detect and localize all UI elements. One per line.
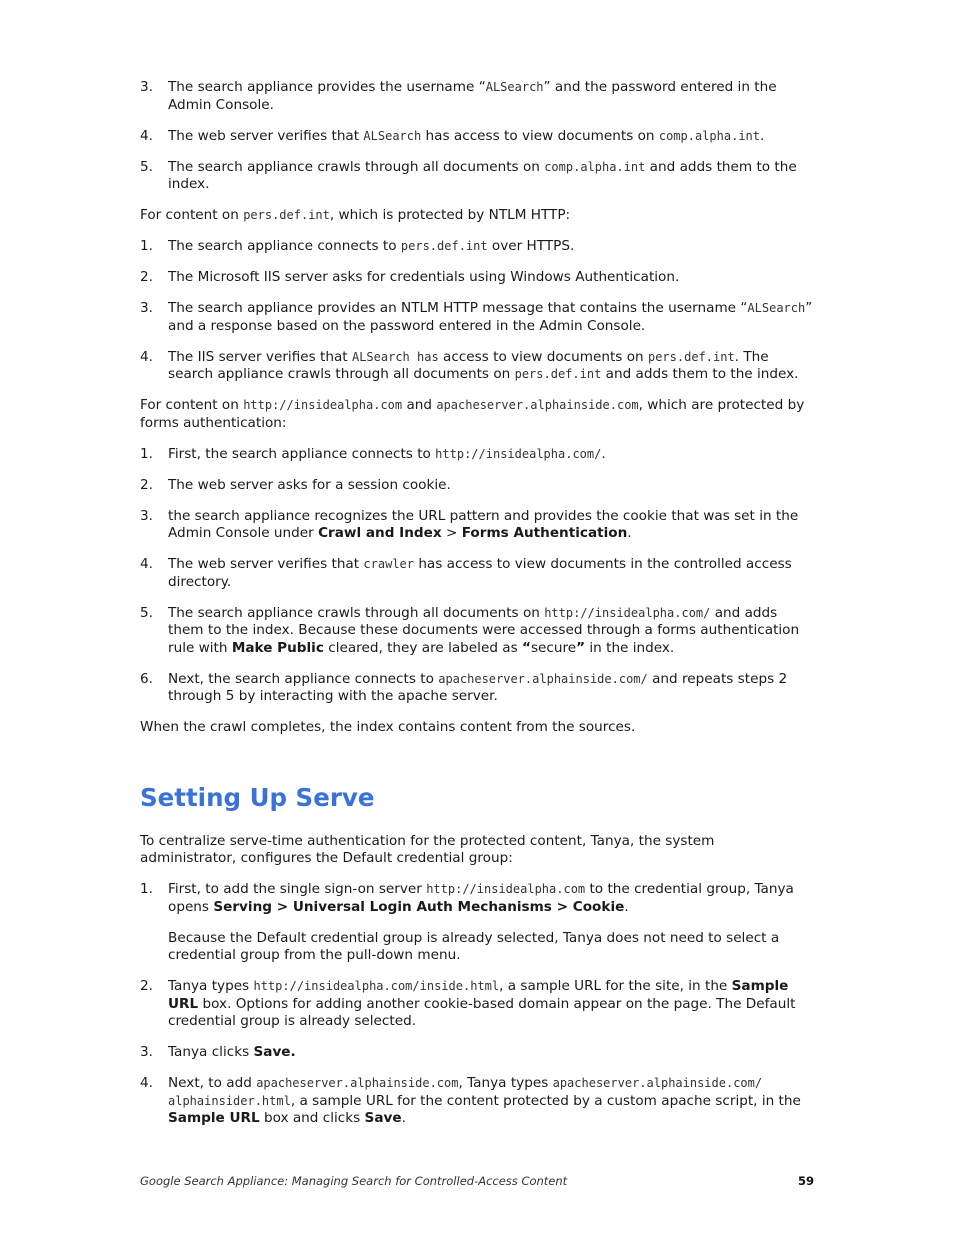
list-item: 4. The web server verifies that ALSearch has access to view documents on comp.alpha.int.: [140, 127, 765, 144]
list-item: 5. The search appliance crawls through all documents on http://insidealpha.com/ and adds them to the index. Because these documents were accessed through a forms authentication rule with Make Public cleared, they are labeled as “secure” in the index.: [140, 604, 800, 656]
serve-intro: To centralize serve-time authentication for the protected content, Tanya, the system administrator, configures the Default credential group:: [140, 832, 715, 866]
code-text: comp.alpha.int: [658, 128, 761, 143]
list-item: 4. Next, to add apacheserver.alphainside.com, Tanya types apacheserver.alphainside.com/ alphainsider.html, a sample URL for the content protected by a custom apache script, in the Sample URL box and clicks Save.: [140, 1075, 801, 1126]
code-text: pers.def.int: [514, 367, 602, 381]
menu-path-text: Serving > Universal Login Auth Mechanisms > Cookie: [213, 898, 625, 915]
step-number: 3.: [140, 507, 153, 524]
code-text: pers.def.int: [400, 239, 488, 253]
list-item: 4. The IIS server verifies that ALSearch has access to view documents on pers.def.int. The search appliance crawls through all documents on pers.def.int and adds them to the index.: [140, 348, 799, 382]
code-text: pers.def.int: [647, 349, 735, 364]
option-name-text: Make Public: [231, 639, 324, 656]
list-item: 1. The search appliance connects to pers.def.int over HTTPS.: [140, 238, 575, 254]
menu-path-text: Crawl and Index: [318, 525, 442, 541]
list-item: 1. First, to add the single sign-on server http://insidealpha.com to the credential group, Tanya opens Serving > Universal Login Auth Mechanisms > Cookie. Because the Default credential group is already selected, Tanya does not need to select a credential group from the pull-down menu.: [140, 881, 814, 965]
step-number: 6.: [140, 670, 153, 687]
code-text: comp.alpha.int: [544, 159, 646, 174]
steps-list-forms: [140, 446, 814, 706]
list-item: 2. The web server asks for a session cookie.: [140, 476, 451, 493]
forms-closing: When the crawl completes, the index contains content from the sources.: [140, 719, 636, 735]
page-footer: [140, 1173, 814, 1191]
step-number: 2.: [140, 978, 153, 994]
list-item: 3. Tanya clicks Save.: [140, 1044, 296, 1060]
code-text: ALSearch: [747, 301, 806, 315]
forms-intro: For content on http://insidealpha.com and apacheserver.alphainside.com, which are protected by forms authentication:: [140, 397, 805, 431]
code-text: ALSearch has: [351, 349, 439, 364]
step-number: 3.: [140, 79, 153, 95]
list-item: 2. The Microsoft IIS server asks for credentials using Windows Authentication.: [140, 269, 680, 285]
steps-list-crawl-alpha: [140, 79, 814, 194]
step-number: 5.: [140, 158, 153, 175]
list-item: 6. Next, the search appliance connects to apacheserver.alphainside.com/ and repeats steps 2 through 5 by interacting with the apache server.: [140, 670, 788, 704]
step-note: Because the Default credential group is already selected, Tanya does not need to select a credential group from the pull-down menu.: [168, 929, 780, 963]
list-item: 3. The search appliance provides an NTLM HTTP message that contains the username “ALSearch” and a response based on the password entered in the Admin Console.: [140, 300, 813, 334]
list-item: 1. First, the search appliance connects to http://insidealpha.com/.: [140, 445, 606, 462]
step-number: 4.: [140, 556, 153, 572]
button-name-text: Save: [364, 1110, 402, 1126]
step-number: 2.: [140, 269, 153, 285]
step-number: 1.: [140, 445, 153, 462]
code-text: ALSearch: [485, 80, 544, 94]
code-text: http://insidealpha.com/: [435, 446, 602, 461]
step-number: 1.: [140, 238, 153, 254]
steps-list-serve: [140, 881, 814, 1128]
step-number: 5.: [140, 604, 153, 621]
code-text: http://insidealpha.com: [426, 882, 586, 896]
list-item: 5. The search appliance crawls through all documents on comp.alpha.int and adds them to the index.: [140, 158, 797, 192]
code-text: apacheserver.alphainside.com/ alphainsider.html: [168, 1076, 763, 1108]
step-number: 4.: [140, 1075, 153, 1091]
list-item: 3. The search appliance provides the username “ALSearch” and the password entered in the Admin Console.: [140, 79, 777, 113]
step-number: 3.: [140, 300, 153, 316]
field-name-text: Sample URL: [168, 1110, 260, 1126]
code-text: http://insidealpha.com/: [544, 605, 711, 620]
step-number: 3.: [140, 1044, 153, 1060]
button-name-text: Save.: [253, 1044, 296, 1060]
ntlm-intro: For content on pers.def.int, which is protected by NTLM HTTP:: [140, 207, 571, 223]
list-item: 4. The web server verifies that crawler has access to view documents in the controlled access directory.: [140, 556, 792, 590]
code-text: apacheserver.alphainside.com/: [438, 671, 648, 686]
page-content: [140, 79, 814, 1141]
code-text: apacheserver.alphainside.com: [256, 1076, 459, 1090]
code-text: apacheserver.alphainside.com: [436, 398, 639, 412]
footer-title: Google Search Appliance: Managing Search for Controlled-Access Content: [140, 1174, 568, 1188]
page-number: 59: [797, 1174, 814, 1188]
code-text: crawler: [363, 557, 414, 571]
step-number: 1.: [140, 881, 153, 897]
steps-list-ntlm: [140, 238, 814, 384]
field-name-text: Sample URL: [168, 978, 789, 1012]
code-text: pers.def.int: [243, 208, 330, 222]
list-item: 2. Tanya types http://insidealpha.com/inside.html, a sample URL for the site, in the Sample URL box. Options for adding another cookie-based domain appear on the page. The Default credential group is already selected.: [140, 978, 796, 1029]
code-text: http://insidealpha.com: [243, 398, 403, 412]
step-number: 4.: [140, 348, 153, 365]
step-number: 2.: [140, 476, 153, 493]
menu-path-text: Forms Authentication: [461, 525, 628, 541]
list-item: 3. the search appliance recognizes the URL pattern and provides the cookie that was set in the Admin Console under Crawl and Index > Forms Authentication.: [140, 507, 799, 541]
code-text: http://insidealpha.com/inside.html: [253, 979, 500, 993]
code-text: ALSearch: [363, 128, 422, 143]
step-number: 4.: [140, 127, 153, 144]
section-heading: Setting Up Serve: [140, 782, 375, 812]
